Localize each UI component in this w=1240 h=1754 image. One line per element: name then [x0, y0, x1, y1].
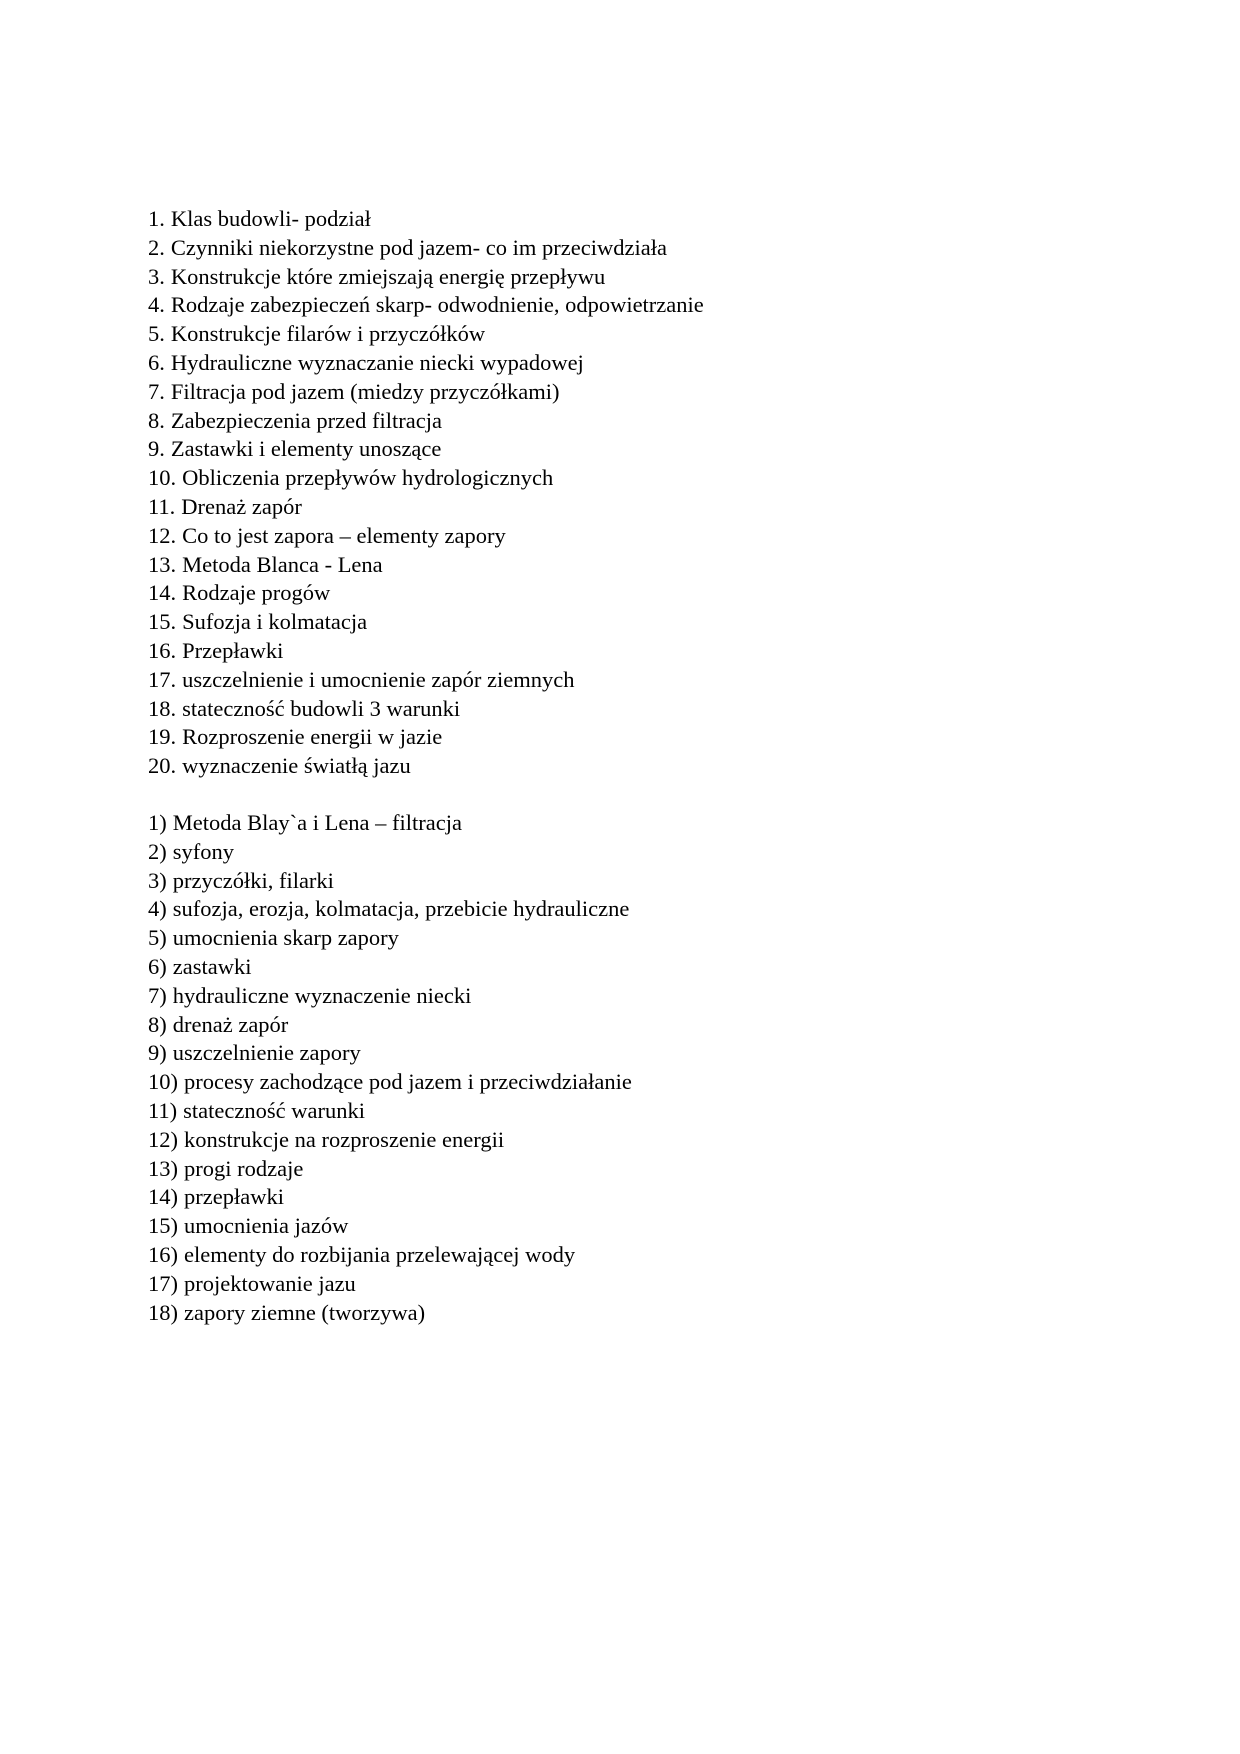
list-item-number: 15. [148, 609, 177, 635]
list-item-text: Hydrauliczne wyznaczanie niecki wypadowej [170, 349, 584, 375]
list-item-text: umocnienia skarp zapory [172, 925, 399, 951]
list-item-number: 13. [148, 551, 177, 577]
list-item [148, 349, 704, 378]
list-item-text: zapory ziemne (tworzywa) [184, 1299, 426, 1325]
list-item-number: 9) [148, 1040, 167, 1066]
list-item-text: Metoda Blanca - Lena [182, 551, 383, 577]
list-item [148, 982, 632, 1011]
list-item [148, 1039, 632, 1068]
list-item [148, 723, 704, 752]
list-item-text: stateczność warunki [183, 1097, 365, 1123]
list-item-text: procesy zachodzące pod jazem i przeciwdziałanie [184, 1069, 632, 1095]
list-item [148, 205, 704, 234]
list-item [148, 924, 632, 953]
list-item-text: drenaż zapór [172, 1011, 289, 1037]
list-item [148, 493, 704, 522]
list-item [148, 953, 632, 982]
list-item [148, 1126, 632, 1155]
list-item-text: konstrukcje na rozproszenie energii [184, 1126, 505, 1152]
list-item [148, 1097, 632, 1126]
list-item [148, 407, 704, 436]
list-item-text: syfony [172, 838, 234, 864]
topic-list-paren [148, 809, 632, 1327]
list-item [148, 867, 632, 896]
list-item [148, 291, 704, 320]
list-item [148, 1068, 632, 1097]
list-item-number: 17. [148, 666, 177, 692]
list-item [148, 579, 704, 608]
list-item-number: 3) [148, 867, 167, 893]
list-item [148, 435, 704, 464]
list-item-number: 12. [148, 522, 177, 548]
list-item [148, 752, 704, 781]
list-item-number: 8. [148, 407, 165, 433]
list-item-number: 3. [148, 263, 165, 289]
list-item [148, 1155, 632, 1184]
list-item [148, 320, 704, 349]
list-item [148, 1011, 632, 1040]
list-item-number: 11) [148, 1097, 178, 1123]
list-item-number: 19. [148, 724, 177, 750]
list-item [148, 522, 704, 551]
list-item-number: 14. [148, 580, 177, 606]
list-item-number: 2. [148, 234, 165, 260]
list-item-text: Obliczenia przepływów hydrologicznych [182, 465, 554, 491]
list-item [148, 234, 704, 263]
list-item-number: 16. [148, 637, 177, 663]
list-item-text: umocnienia jazów [184, 1213, 349, 1239]
list-item [148, 1212, 632, 1241]
list-item-text: Konstrukcje które zmiejszają energię przepływu [170, 263, 606, 289]
list-item-text: zastawki [172, 953, 252, 979]
list-item-text: Klas budowli- podział [170, 206, 371, 231]
list-item [148, 608, 704, 637]
list-item-number: 20. [148, 753, 177, 779]
list-item-text: progi rodzaje [184, 1155, 304, 1181]
list-item [148, 695, 704, 724]
list-item-text: Drenaż zapór [181, 493, 302, 519]
list-item-number: 5) [148, 925, 167, 951]
list-item-number: 16) [148, 1241, 178, 1267]
list-item-text: Rozproszenie energii w jazie [182, 724, 443, 750]
list-item [148, 1299, 632, 1328]
list-item-number: 1. [148, 206, 165, 231]
list-item [148, 637, 704, 666]
list-item [148, 1270, 632, 1299]
list-item [148, 378, 704, 407]
list-item-number: 1) [148, 810, 167, 835]
list-item-text: uszczelnienie i umocnienie zapór ziemnych [182, 666, 575, 692]
list-item-number: 11. [148, 493, 176, 519]
list-item-number: 5. [148, 321, 165, 347]
list-item-text: Co to jest zapora – elementy zapory [182, 522, 506, 548]
list-item-number: 10) [148, 1069, 178, 1095]
list-item [148, 263, 704, 292]
list-item [148, 809, 632, 838]
list-item [148, 1183, 632, 1212]
list-item-text: Czynniki niekorzystne pod jazem- co im przeciwdziała [170, 234, 667, 260]
list-item-text: projektowanie jazu [184, 1270, 356, 1296]
list-item [148, 895, 632, 924]
list-item-number: 7. [148, 378, 165, 404]
list-item [148, 1241, 632, 1270]
list-item-text: Sufozja i kolmatacja [182, 609, 368, 635]
list-item [148, 464, 704, 493]
list-item-text: stateczność budowli 3 warunki [182, 695, 461, 721]
list-item-number: 15) [148, 1213, 178, 1239]
list-item-number: 2) [148, 838, 167, 864]
list-item-number: 10. [148, 465, 177, 491]
list-item-text: Zastawki i elementy unoszące [170, 436, 442, 462]
list-item-text: przepławki [184, 1184, 284, 1210]
list-item-text: Filtracja pod jazem (miedzy przyczółkami) [170, 378, 560, 404]
list-item [148, 551, 704, 580]
list-item-text: elementy do rozbijania przelewającej wody [184, 1241, 576, 1267]
list-item-number: 18) [148, 1299, 178, 1325]
list-item-text: uszczelnienie zapory [172, 1040, 361, 1066]
list-item-text: sufozja, erozja, kolmatacja, przebicie hydrauliczne [172, 896, 630, 922]
list-item-text: Metoda Blay`a i Lena – filtracja [172, 810, 462, 835]
list-item [148, 666, 704, 695]
list-item-number: 6) [148, 953, 167, 979]
list-item-number: 6. [148, 349, 165, 375]
list-item-number: 7) [148, 982, 167, 1008]
list-item-number: 4. [148, 292, 165, 318]
list-item-text: przyczółki, filarki [172, 867, 334, 893]
list-item-text: Przepławki [182, 637, 284, 663]
list-item-text: Rodzaje zabezpieczeń skarp- odwodnienie, odpowietrzanie [170, 292, 704, 318]
list-item [148, 838, 632, 867]
list-item-number: 4) [148, 896, 167, 922]
list-item-number: 12) [148, 1126, 178, 1152]
list-item-number: 14) [148, 1184, 178, 1210]
list-item-text: Rodzaje progów [182, 580, 331, 606]
list-item-number: 17) [148, 1270, 178, 1296]
list-item-text: Zabezpieczenia przed filtracja [170, 407, 442, 433]
list-item-text: hydrauliczne wyznaczenie niecki [172, 982, 472, 1008]
topic-list-dot [148, 205, 704, 781]
list-item-text: Konstrukcje filarów i przyczółków [170, 321, 486, 347]
list-item-text: wyznaczenie światłą jazu [182, 753, 411, 779]
list-item-number: 9. [148, 436, 165, 462]
list-item-number: 18. [148, 695, 177, 721]
list-item-number: 8) [148, 1011, 167, 1037]
list-item-number: 13) [148, 1155, 178, 1181]
